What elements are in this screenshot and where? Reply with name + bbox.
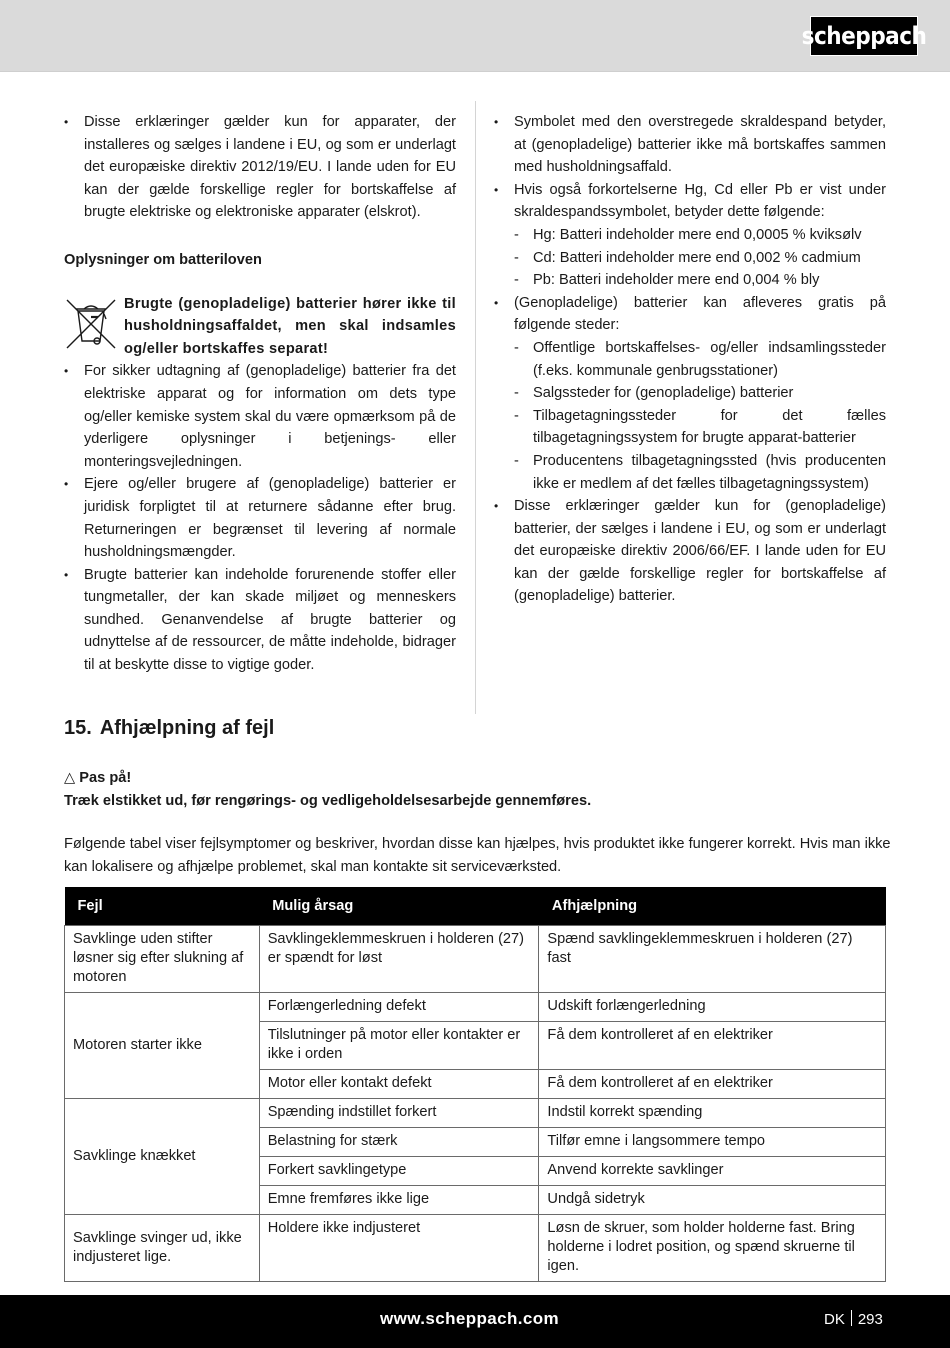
fault-cell: Motoren starter ikke	[65, 993, 260, 1099]
remedy-cell: Udskift forlængerledning	[539, 993, 886, 1022]
table-row	[65, 1215, 886, 1282]
section-title: Afhjælpning af fejl	[99, 717, 275, 739]
column-header: Afhjælpning	[539, 887, 886, 926]
sub-list-item: - Tilbagetagningssteder for det fælles tilbagetagningssystem for brugte apparat-batterier	[514, 405, 886, 450]
list-item-text: Hvis også forkortelserne Hg, Cd eller Pb er vist under skraldespandssymbolet, betyder dette følgende:	[514, 181, 886, 221]
remedy-cell: Løsn de skruer, som holder holderne fast. Bring holderne i lodret position, og spænd skruerne til igen.	[539, 1215, 886, 1282]
cause-cell: Emne fremføres ikke lige	[259, 1186, 539, 1215]
battery-warning-text: Brugte (genopladelige) batterier hører ikke til husholdningsaffaldet, men skal indsamles og/eller bortskaffes separat!	[124, 295, 456, 357]
warning-triangle-icon: △	[64, 770, 76, 786]
list-item	[494, 179, 886, 292]
caution-label: Pas på!	[79, 770, 132, 786]
sub-list-item: - Hg: Batteri indeholder mere end 0,0005 % kviksølv	[514, 224, 886, 247]
table-row	[65, 926, 886, 993]
cause-cell: Motor eller kontakt defekt	[259, 1070, 539, 1099]
column-header: Fejl	[65, 887, 260, 926]
sub-list-item: - Cd: Batteri indeholder mere end 0,002 % cadmium	[514, 247, 886, 270]
table-header-row	[65, 887, 886, 926]
cause-cell: Holdere ikke indjusteret	[259, 1215, 539, 1282]
symbol-bullet-list	[494, 111, 886, 608]
brand-logo: scheppach	[810, 16, 918, 56]
sub-list-item: - Offentlige bortskaffelses- og/eller indsamlingssteder (f.eks. kommunale genbrugsstationer)	[514, 337, 886, 382]
page-footer	[0, 1295, 950, 1348]
table-row	[65, 993, 886, 1022]
remedy-cell: Undgå sidetryk	[539, 1186, 886, 1215]
page-number: 293	[857, 1311, 883, 1328]
cause-cell: Forkert savklingetype	[259, 1157, 539, 1186]
remedy-cell: Få dem kontrolleret af en elektriker	[539, 1070, 886, 1099]
remedy-cell: Tilfør emne i langsommere tempo	[539, 1128, 886, 1157]
return-locations-list	[514, 337, 886, 495]
caution-text: Træk elstikket ud, før rengørings- og vedligeholdelsesarbejde gennemføres.	[64, 792, 592, 809]
troubleshooting-intro: Følgende tabel viser fejlsymptomer og beskriver, hvordan disse kan hjælpes, hvis produktet ikke fungerer korrekt. Hvis man ikke kan lokalisere og afhjælpe problemet, skal man kontakte sit serviceværksted.	[64, 836, 891, 875]
battery-bullet-list	[64, 360, 456, 676]
table-row	[65, 1099, 886, 1128]
column-divider	[475, 101, 476, 714]
section-heading	[64, 717, 274, 740]
cause-cell: Forlængerledning defekt	[259, 993, 539, 1022]
list-item: • Brugte batterier kan indeholde forurenende stoffer eller tungmetaller, der kan skade miljøet og menneskers sundhed. Genanvendelse af brugte batterier og udnyttelse af de ressourcer, de måtte indeholde, bidrager til at beskytte disse to vigtige goder.	[64, 564, 456, 677]
cause-cell: Tilslutninger på motor eller kontakter er ikke i orden	[259, 1022, 539, 1070]
battery-warning-block	[64, 293, 456, 361]
cause-cell: Belastning for stærk	[259, 1128, 539, 1157]
remedy-cell: Indstil korrekt spænding	[539, 1099, 886, 1128]
sub-list-item: - Pb: Batteri indeholder mere end 0,004 % bly	[514, 269, 886, 292]
list-item	[494, 292, 886, 495]
language-code: DK	[824, 1311, 845, 1328]
remedy-cell: Spænd savklingeklemmeskruen i holderen (27) fast	[539, 926, 886, 993]
list-item: • Disse erklæringer gælder kun for apparater, der installeres og sælges i landene i EU, og som er underlagt det europæiske direktiv 2012/19/EU. I lande uden for EU kan der gælde forskellige regler for bortskaffelse af brugte elektriske og elektroniske apparater (elskrot).	[64, 111, 456, 224]
fault-cell: Savklinge svinger ud, ikke indjusteret lige.	[65, 1215, 260, 1282]
battery-law-heading: Oplysninger om batteriloven	[64, 251, 262, 268]
sub-list-item: - Producentens tilbagetagningssted (hvis producenten ikke er medlem af det fælles tilbagetagningssystem)	[514, 450, 886, 495]
right-column	[494, 111, 886, 608]
cause-cell: Spænding indstillet forkert	[259, 1099, 539, 1128]
weee-bullet-list	[64, 111, 456, 224]
list-item-text: (Genopladelige) batterier kan afleveres gratis på følgende steder:	[514, 294, 886, 334]
list-item: • Ejere og/eller brugere af (genopladelige) batterier er juridisk forpligtet til at returnere sådanne efter brug. Returneringen er begrænset til levering af normale husholdningsmængder.	[64, 473, 456, 563]
crossed-out-wheelie-bin-icon	[64, 297, 118, 351]
fault-cell: Savklinge knækket	[65, 1099, 260, 1215]
page-header-bar	[0, 0, 950, 72]
left-column	[64, 111, 456, 677]
website-link[interactable]: www.scheppach.com	[380, 1309, 560, 1328]
list-item: • Disse erklæringer gælder kun for (genopladelige) batterier, der sælges i landene i EU, og som er underlagt det europæiske direktiv 2006/66/EF. I lande uden for EU kan der gælde forskellige regler for bortskaffelse af (genopladelige) batterier.	[494, 495, 886, 608]
column-header: Mulig årsag	[259, 887, 539, 926]
list-item: • For sikker udtagning af (genopladelige) batterier fra det elektriske apparat og for information om dets type og/eller kemiske system skal du være opmærksom på de yderligere oplysninger i betjenings- eller monteringsvejledningen.	[64, 360, 456, 473]
page-indicator	[824, 1310, 883, 1328]
fault-cell: Savklinge uden stifter løsner sig efter slukning af motoren	[65, 926, 260, 993]
separator	[851, 1310, 852, 1326]
remedy-cell: Anvend korrekte savklinger	[539, 1157, 886, 1186]
sub-list-item: - Salgssteder for (genopladelige) batterier	[514, 382, 886, 405]
section-number: 15.	[64, 717, 92, 739]
chemical-list	[514, 224, 886, 292]
list-item: • Symbolet med den overstregede skraldespand betyder, at (genopladelige) batterier ikke må bortskaffes sammen med husholdningsaffald.	[494, 111, 886, 179]
troubleshooting-table	[64, 887, 886, 1282]
caution-block	[64, 767, 591, 812]
remedy-cell: Få dem kontrolleret af en elektriker	[539, 1022, 886, 1070]
cause-cell: Savklingeklemmeskruen i holderen (27) er spændt for løst	[259, 926, 539, 993]
